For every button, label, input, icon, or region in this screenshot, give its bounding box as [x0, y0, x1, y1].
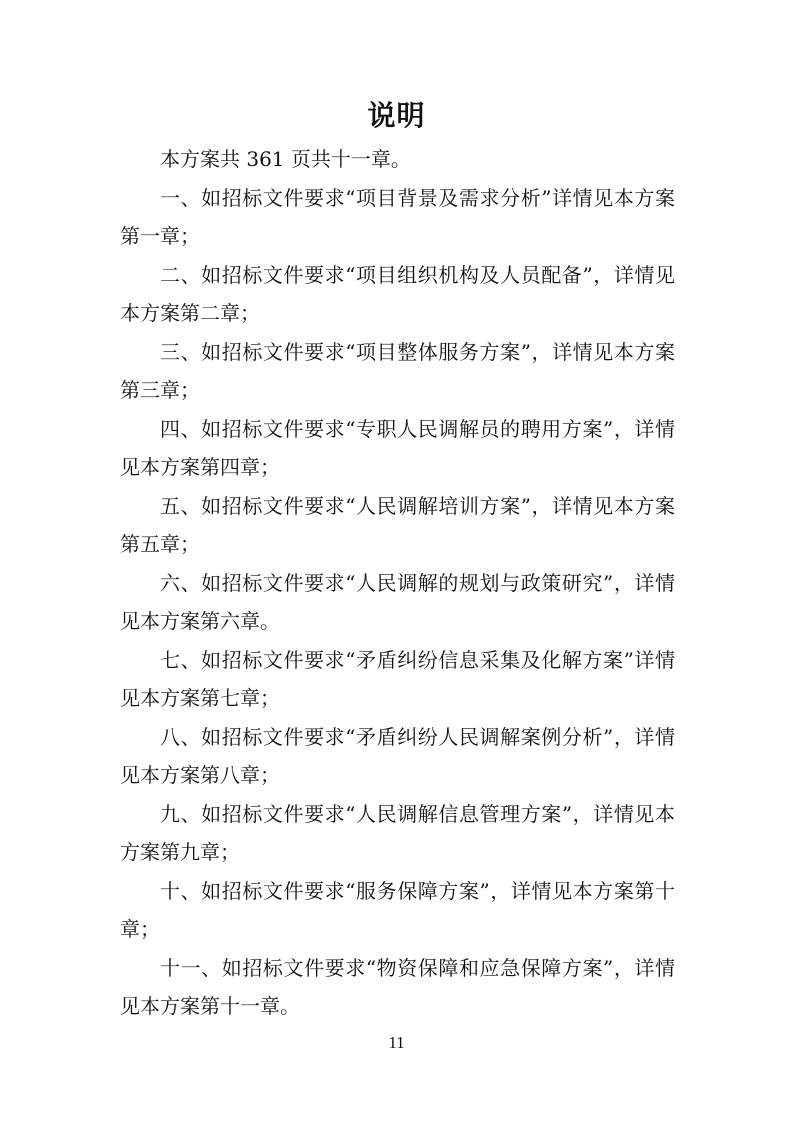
paragraph-chapter-1: 一、如招标文件要求“项目背景及需求分析”详情见本方案第一章； [120, 185, 675, 248]
page-number: 11 [388, 1033, 405, 1052]
page-title: 说明 [367, 99, 426, 132]
paragraph-summary: 本方案共 361 页共十一章。 [160, 147, 411, 171]
paragraph-chapter-2: 二、如招标文件要求“项目组织机构及人员配备”，详情见本方案第二章； [120, 262, 675, 325]
paragraph-chapter-8: 八、如招标文件要求“矛盾纠纷人民调解案例分析”，详情见本方案第八章； [120, 724, 675, 787]
paragraph-chapter-5: 五、如招标文件要求“人民调解培训方案”，详情见本方案第五章； [120, 493, 675, 556]
paragraph-chapter-9: 九、如招标文件要求“人民调解信息管理方案”，详情见本方案第九章； [120, 801, 675, 864]
paragraph-chapter-11: 十一、如招标文件要求“物资保障和应急保障方案”，详情见本方案第十一章。 [120, 955, 675, 1018]
paragraph-chapter-10: 十、如招标文件要求“服务保障方案”，详情见本方案第十章； [120, 878, 675, 941]
paragraph-chapter-7: 七、如招标文件要求“矛盾纠纷信息采集及化解方案”详情见本方案第七章； [120, 647, 675, 710]
paragraph-chapter-4: 四、如招标文件要求“专职人民调解员的聘用方案”，详情见本方案第四章； [120, 416, 675, 479]
paragraph-chapter-6: 六、如招标文件要求“人民调解的规划与政策研究”，详情见本方案第六章。 [120, 570, 675, 633]
paragraph-chapter-3: 三、如招标文件要求“项目整体服务方案”，详情见本方案第三章； [120, 339, 675, 402]
body-text [120, 140, 675, 1026]
